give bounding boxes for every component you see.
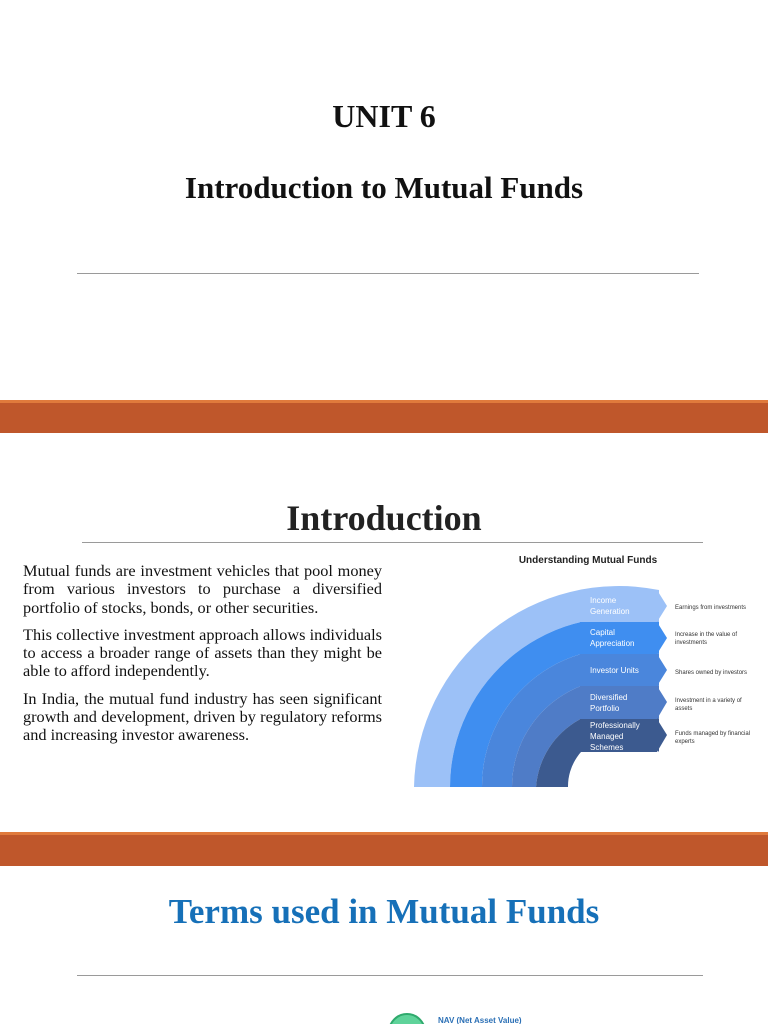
label-tab-capital [580,622,667,654]
label-tab-diversified [580,686,667,719]
label-tab-income [580,590,667,622]
slide-subtitle: Introduction to Mutual Funds [184,170,584,205]
band-highlight-line [0,832,768,835]
layer-label: Diversified [590,693,628,702]
band-highlight-line [0,400,768,403]
unit-heading: UNIT 6 [332,98,436,134]
layer-description: Shares owned by investors [675,670,748,676]
slide-separator-band [0,400,768,433]
intro-paragraph: This collective investment approach allows individuals to access a broader range of assets than they might be able to afford independently. [23,624,382,681]
layer-label: Income [590,596,617,605]
mutual-funds-diagram [410,545,768,795]
intro-paragraph: In India, the mutual fund industry has seen significant growth and development, driven by regulatory reforms and increasing investor awareness. [23,688,382,745]
layer-label: Portfolio [590,704,620,713]
intro-paragraph: Mutual funds are investment vehicles that pool money from various investors to purchase a diversified portfolio of stocks, bonds, or other securities. [23,561,382,617]
layer-label: Investor Units [590,666,639,675]
layer-description: Funds managed by financial [675,731,751,737]
nav-term-label: NAV (Net Asset Value) [438,1016,522,1024]
nav-circle-icon [388,1013,426,1024]
slide-title: Introduction [286,498,482,538]
title-slide [0,0,768,400]
divider-line [77,273,699,274]
layer-description: assets [675,706,693,712]
slide-title: Terms used in Mutual Funds [168,892,600,931]
divider-line [82,542,703,543]
intro-body-text [23,562,382,754]
layer-description: experts [675,739,695,745]
introduction-slide [0,433,768,832]
layer-label: Managed [590,732,624,741]
layer-label: Appreciation [590,639,635,648]
layer-description: Earnings from investments [675,605,747,611]
diagram-title: Understanding Mutual Funds [518,555,658,566]
layer-description: Increase in the value of [675,632,738,638]
layer-label: Capital [590,628,615,637]
layer-label: Schemes [590,743,624,752]
layer-description: Investment in a variety of [675,698,742,704]
divider-line [77,975,703,976]
layer-label: Generation [590,607,630,616]
slide-separator-band [0,832,768,866]
layer-label: Professionally [590,721,640,730]
terms-slide [0,866,768,1024]
layer-description: investments [675,640,708,646]
